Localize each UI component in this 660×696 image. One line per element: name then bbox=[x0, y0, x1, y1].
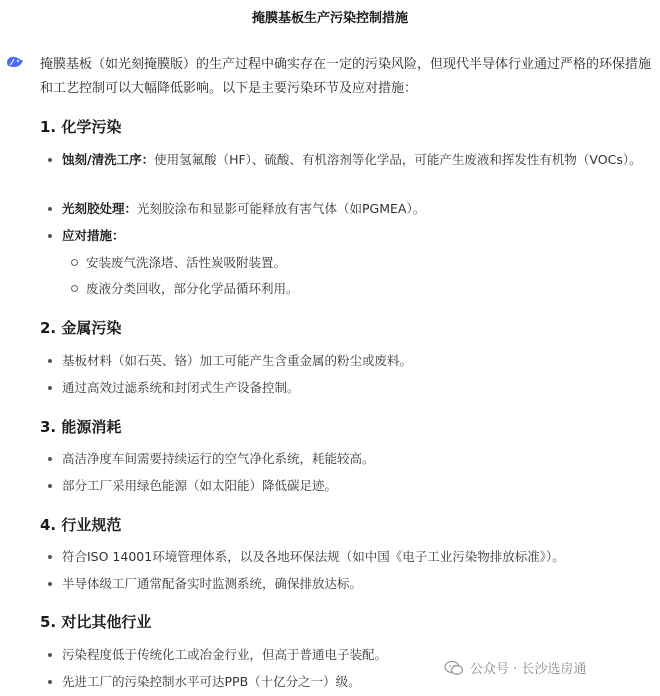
list-item: 部分工厂采用绿色能源（如太阳能）降低碳足迹。 bbox=[62, 475, 652, 497]
list-item: 半导体级工厂通常配备实时监测系统，确保排放达标。 bbox=[62, 573, 652, 595]
list-item bbox=[62, 225, 652, 247]
list-item: 高洁净度车间需要持续运行的空气净化系统，耗能较高。 bbox=[62, 448, 652, 470]
list-item bbox=[62, 198, 652, 220]
list-item: 符合ISO 14001环境管理体系，以及各地环保法规（如中国《电子工业污染物排放标准》）。 bbox=[62, 546, 652, 568]
list-item: 先进工厂的污染控制水平可达PPB（十亿分之一）级。 bbox=[62, 671, 652, 693]
list-item bbox=[62, 149, 652, 171]
section-heading: 4. 行业规范 bbox=[40, 516, 122, 534]
sub-list-item: 废液分类回收，部分化学品循环利用。 bbox=[86, 278, 646, 300]
wechat-icon bbox=[444, 660, 464, 676]
watermark-text: 公众号 · 长沙选房通 bbox=[470, 662, 587, 677]
section-heading: 1. 化学污染 bbox=[40, 118, 122, 136]
item-label: 光刻胶处理： bbox=[62, 201, 138, 216]
list-item: 基板材料（如石英、铬）加工可能产生含重金属的粉尘或废料。 bbox=[62, 350, 652, 372]
list-item: 污染程度低于传统化工或冶金行业，但高于普通电子装配。 bbox=[62, 644, 652, 666]
list-item: 通过高效过滤系统和封闭式生产设备控制。 bbox=[62, 377, 652, 399]
section-heading: 5. 对比其他行业 bbox=[40, 613, 152, 631]
section-heading: 2. 金属污染 bbox=[40, 319, 122, 337]
item-label: 蚀刻/清洗工序： bbox=[62, 152, 155, 167]
page-title: 掩膜基板生产污染控制措施 bbox=[251, 11, 408, 26]
section-heading: 3. 能源消耗 bbox=[40, 418, 122, 436]
sub-list-item: 安装废气洗涤塔、活性炭吸附装置。 bbox=[86, 252, 646, 274]
item-text: 光刻胶涂布和显影可能释放有害气体（如PGMEA）。 bbox=[137, 201, 426, 216]
watermark bbox=[444, 658, 586, 677]
intro-paragraph: 掩膜基板（如光刻掩膜版）的生产过程中确实存在一定的污染风险，但现代半导体行业通过严格的环保措施和工艺控制可以大幅降低影响。以下是主要污染环节及应对措施： bbox=[40, 57, 652, 96]
item-label: 应对措施： bbox=[62, 228, 125, 243]
item-text: 使用氢氟酸（HF）、硫酸、有机溶剂等化学品，可能产生废液和挥发性有机物（VOCs）。 bbox=[154, 152, 642, 167]
deepseek-whale-icon bbox=[5, 52, 25, 72]
